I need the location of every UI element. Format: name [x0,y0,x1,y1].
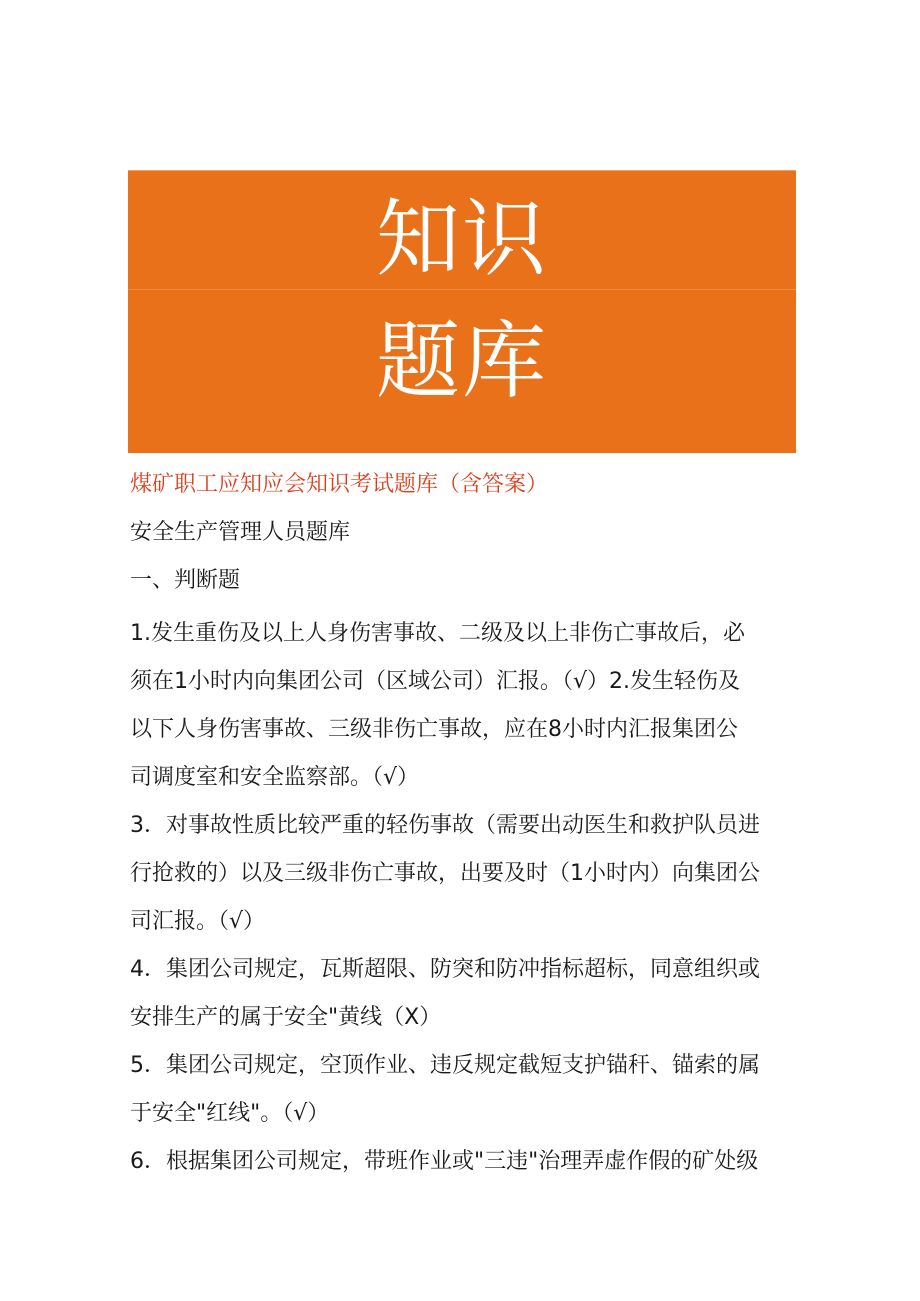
question-block-5 [130,1042,796,1138]
question-block-4 [130,946,796,1042]
text-line: 6．根据集团公司规定，带班作业或"三违"治理弄虚作假的矿处级 [130,1149,759,1174]
text-line: 于安全"红线"。（√） [130,1101,330,1126]
cover-title-line-2: 题库 [375,312,548,410]
question-block-3 [130,802,796,946]
section-title: 安全生产管理人员题库 [130,520,351,545]
part-title: 一、判断题 [130,568,241,593]
cover-banner [128,170,796,453]
text-line: 安排生产的属于安全"黄线（X） [130,1005,442,1030]
text-line: 司调度室和安全监察部。（√） [130,765,420,790]
text-line: 司汇报。（√） [130,909,266,934]
text-line: 3．对事故性质比较严重的轻伤事故（需要出动医生和救护队员进 [130,813,760,838]
cover-title-line-1: 知识 [375,190,548,288]
question-block-1-2 [130,610,796,802]
text-line: 4．集团公司规定，瓦斯超限、防突和防冲指标超标，同意组织或 [130,957,760,982]
question-block-6 [130,1138,796,1186]
document-title: 煤矿职工应知应会知识考试题库（含答案） [130,472,549,497]
text-line: 行抢救的）以及三级非伤亡事故，出要及时（1小时内）向集团公 [130,861,760,886]
text-line: 以下人身伤害事故、三级非伤亡事故，应在8小时内汇报集团公 [130,717,738,742]
cover-divider [128,289,796,290]
text-line: 5．集团公司规定，空顶作业、违反规定截短支护锚秆、锚索的属 [130,1053,760,1078]
text-line: 1.发生重伤及以上人身伤害事故、二级及以上非伤亡事故后，必 [130,621,745,646]
text-line: 须在1小时内向集团公司（区域公司）汇报。（√）2.发生轻伤及 [130,669,741,694]
